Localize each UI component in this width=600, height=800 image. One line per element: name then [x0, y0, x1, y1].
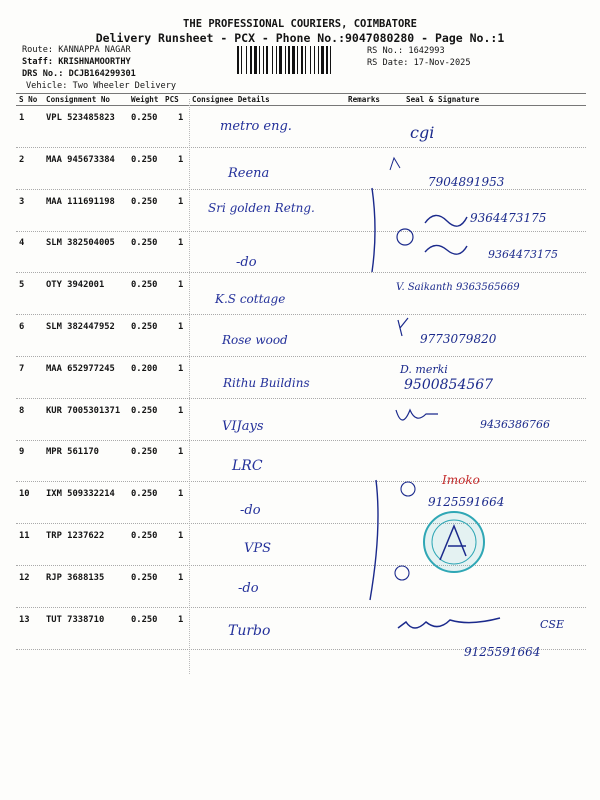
rs-date-label: RS Date: — [367, 58, 409, 68]
col-header-weight: Weight — [131, 95, 159, 104]
route-label: Route: — [22, 45, 54, 55]
row-divider — [16, 272, 586, 273]
signature-scrawl-3 — [425, 215, 467, 226]
barcode-bar — [288, 46, 290, 74]
row-divider — [16, 440, 586, 441]
hw-consignee-11: VPS — [244, 541, 272, 556]
header-rule-top — [16, 93, 586, 94]
cell-sno: 8 — [19, 405, 25, 416]
hw-signature-5: V. Saikanth 9363565669 — [396, 282, 520, 293]
cell-pcs: 1 — [178, 238, 184, 249]
staff-value: KRISHNAMOORTHY — [58, 57, 131, 67]
cell-weight: 0.250 — [131, 154, 158, 165]
hw-consignee-3: Sri golden Retng. — [208, 201, 315, 215]
cell-pcs: 1 — [178, 405, 184, 416]
hw-initial-7: D. merki — [400, 363, 448, 376]
hw-signature-8: 9436386766 — [480, 418, 550, 431]
staff-label: Staff: — [22, 57, 54, 67]
cell-weight: 0.250 — [131, 280, 158, 291]
barcode-bar — [297, 46, 298, 74]
row-divider — [16, 147, 586, 148]
cell-weight: 0.250 — [131, 196, 158, 207]
cell-weight: 0.250 — [131, 531, 158, 541]
hw-consignee-1: metro eng. — [220, 119, 292, 134]
signature-mark-12 — [395, 566, 409, 580]
row-divider — [16, 481, 586, 482]
hw-signature-4: 9364473175 — [488, 248, 558, 261]
cell-pcs: 1 — [178, 572, 184, 583]
drs-line — [22, 69, 136, 79]
signature-mark-2 — [390, 158, 400, 170]
row-divider — [16, 231, 586, 232]
cell-pcs: 1 — [178, 280, 184, 291]
hw-consignee-10: -do — [240, 503, 261, 518]
barcode-bar — [250, 46, 252, 74]
rs-date-line — [367, 58, 471, 68]
cell-consignment: RJP 3688135 — [46, 572, 105, 583]
cell-sno: 6 — [19, 322, 25, 332]
signature-scrawl-13 — [398, 618, 500, 628]
cell-consignment: TRP 1237622 — [46, 531, 105, 541]
barcode-bar — [292, 46, 295, 74]
cell-consignment: MPR 561170 — [46, 447, 99, 458]
barcode-bar — [321, 46, 324, 74]
barcode-bar — [318, 46, 319, 74]
hw-consignee-9: LRC — [232, 458, 263, 474]
bracket-rows-10-12 — [370, 480, 378, 600]
row-divider — [16, 356, 586, 357]
row-divider — [16, 314, 586, 315]
cell-consignment: IXM 509332214 — [46, 489, 115, 500]
cell-pcs: 1 — [178, 447, 184, 458]
cell-consignment: VPL 523485823 — [46, 113, 115, 123]
cell-weight: 0.250 — [131, 447, 158, 458]
signature-mark-10 — [401, 482, 415, 496]
cell-sno: 7 — [19, 363, 25, 374]
cell-pcs: 1 — [178, 489, 184, 500]
barcode-bar — [272, 46, 273, 74]
column-divider — [189, 99, 190, 674]
col-header-pcs: PCS — [165, 95, 179, 104]
cell-pcs: 1 — [178, 196, 184, 207]
cell-sno: 5 — [19, 280, 25, 291]
barcode-bar — [276, 46, 277, 74]
cell-sno: 3 — [19, 196, 25, 207]
barcode-bar — [246, 46, 247, 74]
barcode-bar — [259, 46, 260, 74]
route-line — [22, 45, 131, 55]
cell-weight: 0.250 — [131, 238, 158, 249]
hw-consignee-12: -do — [238, 581, 259, 596]
barcode-bar — [330, 46, 331, 74]
hw-consignee-6: Rose wood — [222, 333, 288, 347]
row-divider — [16, 607, 586, 608]
cell-weight: 0.200 — [131, 363, 158, 374]
document-title: THE PROFESSIONAL COURIERS, COIMBATORE — [183, 18, 417, 30]
col-header-sno: S No — [19, 95, 38, 104]
signature-scrawl-4 — [425, 245, 467, 254]
route-value: KANNAPPA NAGAR — [58, 45, 131, 55]
hw-signature-2: 7904891953 — [428, 175, 505, 189]
cell-sno: 4 — [19, 238, 25, 249]
cell-pcs: 1 — [178, 531, 184, 541]
hw-signature-3: 9364473175 — [470, 211, 547, 225]
row-divider — [16, 523, 586, 524]
document-subtitle: Delivery Runsheet - PCX - Phone No.:9047080280 - Page No.:1 — [95, 31, 505, 45]
hw-signature-10: 9125591664 — [428, 495, 505, 509]
barcode-bar — [305, 46, 306, 74]
cell-weight: 0.250 — [131, 489, 158, 500]
barcode-bar — [326, 46, 328, 74]
cell-weight: 0.250 — [131, 614, 158, 625]
barcode-bar — [314, 46, 315, 74]
staff-line — [22, 57, 131, 67]
cell-pcs: 1 — [178, 113, 184, 123]
cell-sno: 9 — [19, 447, 25, 458]
cell-consignment: MAA 652977245 — [46, 363, 115, 374]
cell-pcs: 1 — [178, 154, 184, 165]
cell-weight: 0.250 — [131, 113, 158, 123]
barcode-bar — [241, 46, 242, 74]
vehicle-value: Two Wheeler Delivery — [72, 81, 177, 91]
cell-consignment: SLM 382504005 — [46, 238, 115, 249]
drs-value: DCJB164299301 — [68, 69, 136, 79]
cell-weight: 0.250 — [131, 572, 158, 583]
barcode-bar — [237, 46, 239, 74]
cell-sno: 12 — [19, 572, 30, 583]
row-divider — [16, 649, 586, 650]
cell-pcs: 1 — [178, 322, 184, 332]
cell-pcs: 1 — [178, 363, 184, 374]
drs-label: DRS No.: — [22, 69, 64, 79]
row-divider — [16, 398, 586, 399]
hw-consignee-4: -do — [236, 255, 257, 270]
hw-signature-6: 9773079820 — [420, 332, 497, 346]
row-divider — [16, 565, 586, 566]
cell-sno: 2 — [19, 154, 25, 165]
cell-sno: 1 — [19, 113, 25, 123]
cell-consignment: KUR 7005301371 — [46, 405, 121, 416]
hw-consignee-8: VIJays — [222, 419, 264, 434]
signature-mark-6 — [398, 318, 408, 336]
vehicle-line — [26, 81, 176, 91]
cell-pcs: 1 — [178, 614, 184, 625]
barcode-bar — [301, 46, 303, 74]
cell-consignment: MAA 945673384 — [46, 154, 115, 165]
hw-initial-13: CSE — [540, 618, 564, 631]
hw-signature-7: 9500854567 — [404, 377, 494, 393]
rs-no-label: RS No.: — [367, 46, 404, 56]
vehicle-label: Vehicle: — [26, 81, 68, 91]
hw-signature-13: 9125591664 — [464, 645, 541, 659]
col-header-consignee: Consignee Details — [192, 95, 270, 104]
seal-signature — [440, 526, 466, 560]
rs-no-value: 1642993 — [408, 46, 445, 56]
hw-consignee-2: Reena — [228, 166, 270, 181]
barcode — [236, 46, 362, 74]
rs-date-value: 17-Nov-2025 — [413, 58, 471, 68]
hw-consignee-5: K.S cottage — [215, 292, 286, 306]
cell-sno: 10 — [19, 489, 30, 500]
cell-consignment: OTY 3942001 — [46, 280, 105, 291]
col-header-signature: Seal & Signature — [406, 95, 480, 104]
barcode-bar — [266, 46, 268, 74]
barcode-bar — [263, 46, 264, 74]
cell-sno: 13 — [19, 614, 30, 625]
cell-weight: 0.250 — [131, 322, 158, 332]
col-header-remarks: Remarks — [348, 95, 381, 104]
col-header-consignment: Consignment No — [46, 95, 111, 104]
seal-stamp — [424, 512, 484, 572]
hw-scrawl-10: Imoko — [442, 473, 480, 487]
rs-no-line — [367, 46, 445, 56]
cell-consignment: TUT 7338710 — [46, 614, 105, 625]
barcode-bar — [310, 46, 311, 74]
hw-signature-1: cgi — [410, 123, 435, 142]
barcode-bar — [254, 46, 257, 74]
cell-sno: 11 — [19, 531, 30, 541]
row-divider — [16, 189, 586, 190]
cell-consignment: MAA 111691198 — [46, 196, 115, 207]
hw-consignee-13: Turbo — [228, 623, 271, 639]
cell-consignment: SLM 382447952 — [46, 322, 115, 332]
cell-weight: 0.250 — [131, 405, 158, 416]
signature-scrawl-8 — [396, 410, 438, 420]
header-rule-bottom — [16, 105, 586, 106]
barcode-bar — [279, 46, 282, 74]
hw-consignee-7: Rithu Buildins — [223, 376, 310, 390]
seal-stamp-inner — [432, 520, 476, 564]
barcode-bar — [285, 46, 286, 74]
